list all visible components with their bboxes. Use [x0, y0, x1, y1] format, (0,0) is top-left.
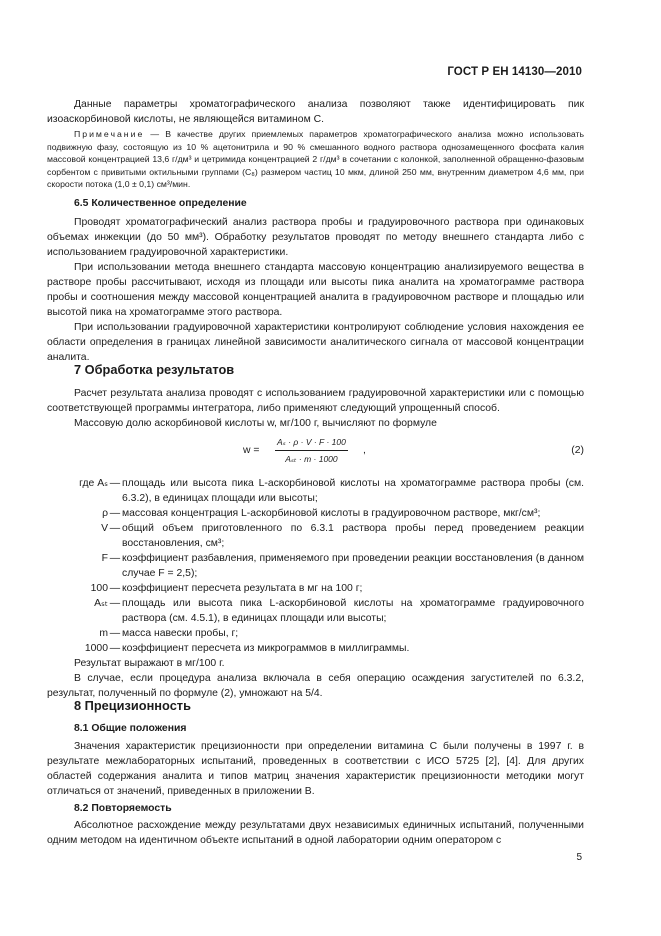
where-list — [47, 476, 584, 701]
section-6-5 — [47, 196, 584, 365]
section-7-p4: В случае, если процедура анализа включала в себя операцию осаждения загустителей по 6.3.2, результат, полученный по формуле (2), умножают на 5/4. — [47, 673, 584, 699]
where-symbol: V — [101, 523, 108, 534]
section-6-5-p1: Проводят хроматографический анализ раствора пробы и градуировочного раствора при одинаковых объемах инжекции (до 50 мм³). Обработку результатов проводят по методу внешнего стандарта либо с использованием градуировочной характеристики. — [47, 217, 584, 258]
section-7-title: 7 Обработка результатов — [74, 362, 235, 377]
where-description: общий объем приготовленного по 6.3.1 раствора пробы перед проведением реакции восстановления, см³; — [122, 523, 584, 549]
section-6-5-title: 6.5 Количественное определение — [74, 198, 247, 209]
section-8-1-text: Значения характеристик прецизионности при определении витамина С были получены в 1997 г. в результате межлабораторных испытаний, проведенных в соответствии с ИСО 5725 [2], [4]. Для других областей содержания аналита и типов матриц значения характеристик прецизионности методики могут отличаться от значений, приведенных в приложении В. — [47, 741, 584, 797]
where-symbol: m — [99, 628, 108, 639]
note-paragraph — [47, 128, 584, 191]
formula-number: (2) — [571, 445, 584, 456]
where-item: Aₛₜ — площадь или высота пика L-аскорбиновой кислоты на хроматограмме градуировочного раствора (см. 4.5.1), в единицах площади или высоты; — [47, 596, 584, 626]
where-symbol: Aₛₜ — [94, 598, 108, 609]
intro-text: Данные параметры хроматографического анализа позволяют также идентифицировать пик изоаскорбиновой кислоты, не являющейся витамином С. — [47, 99, 584, 125]
note-text: — В качестве других приемлемых параметров хроматографического анализа можно использовать подвижную фазу, состоящую из 10 % ацетонитрила и 90 % смешанного водного раствора однозамещенного фосфата калия массовой концентрацией 13,6 г/дм³ и цетримида концентрацией 2 г/дм³ в сочетании с колонкой, заполненной обращенно-фазовым сорбентом с привитыми октильными группами (C₈) размером частиц 10 мкм, длиной 250 мм, внутренним диаметром 4,6 мм, при скорости потока (1,0 ± 0,1) см³/мин. — [47, 129, 584, 190]
note-block — [47, 128, 584, 191]
where-description: массовая концентрация L-аскорбиновой кислоты в градуировочном растворе, мкг/см³; — [122, 508, 541, 519]
formula-fraction — [275, 437, 348, 465]
where-description: коэффициент разбавления, применяемого при проведении реакции восстановления (в данном случае F = 2,5); — [122, 553, 584, 579]
note-label: Примечание — [74, 129, 145, 139]
where-description: коэффициент пересчета результата в мг на 100 г; — [122, 583, 363, 594]
section-8-2-title: 8.2 Повторяемость — [74, 803, 172, 814]
where-description: коэффициент пересчета из микрограммов в миллиграммы. — [122, 643, 410, 654]
section-7-p3: Результат выражают в мг/100 г. — [74, 658, 225, 669]
where-item: 100 — коэффициент пересчета результата в мг на 100 г; — [47, 581, 584, 596]
section-8 — [47, 698, 584, 848]
where-symbol: F — [101, 553, 108, 564]
section-8-title: 8 Прецизионность — [74, 698, 191, 713]
section-6-5-p3: При использовании градуировочной характеристики контролируют соблюдение условия нахождения ее области определения в границах линейной зависимости аналитического сигнала от массовой концентрации аналита. — [47, 322, 584, 363]
formula-lhs: w = — [243, 445, 260, 456]
formula-denominator: Aₛₜ · m · 1000 — [285, 454, 338, 464]
where-description: площадь или высота пика L-аскорбиновой кислоты на хроматограмме раствора пробы (см. 6.3.2), в единицах площади или высоты; — [122, 478, 584, 504]
formula-comma: , — [363, 445, 366, 456]
where-item: V — общий объем приготовленного по 6.3.1 раствора пробы перед проведением реакции восстановления, см³; — [47, 521, 584, 551]
where-description: масса навески пробы, г; — [122, 628, 239, 639]
where-symbol: 1000 — [84, 643, 108, 654]
where-symbol: 100 — [90, 583, 108, 594]
where-description: площадь или высота пика L-аскорбиновой кислоты на хроматограмме градуировочного раствора (см. 4.5.1), в единицах площади или высоты; — [122, 598, 584, 624]
where-item: ρ — массовая концентрация L-аскорбиновой кислоты в градуировочном растворе, мкг/см³; — [47, 506, 584, 521]
section-6-5-p2: При использовании метода внешнего стандарта массовую концентрацию анализируемого вещества в растворе пробы рассчитывают, исходя из площади или высоты пика аналита на хроматограмме раствора пробы и соотношения между массовой концентрацией аналита в градуировочном растворе и площадью или высотой пика на хроматограмме этого раствора. — [47, 262, 584, 318]
where-item: где Aₛ — площадь или высота пика L-аскорбиновой кислоты на хроматограмме раствора пробы (см. 6.3.2), в единицах площади или высоты; — [47, 476, 584, 506]
section-7-p2: Массовую долю аскорбиновой кислоты w, мг/100 г, вычисляют по формуле — [74, 418, 437, 429]
intro-paragraph — [47, 97, 584, 127]
section-7-p1: Расчет результата анализа проводят с использованием градуировочной характеристики или с помощью соответствующей программы интегратора, либо применяют следующий упрощенный способ. — [47, 388, 584, 414]
formula-2 — [47, 437, 584, 467]
section-8-1-title: 8.1 Общие положения — [74, 723, 187, 734]
standard-number: ГОСТ Р ЕН 14130—2010 — [447, 66, 582, 78]
page-number: 5 — [576, 852, 582, 863]
where-item: F — коэффициент разбавления, применяемого при проведении реакции восстановления (в данном случае F = 2,5); — [47, 551, 584, 581]
section-7 — [47, 362, 584, 431]
formula-numerator: Aₛ · ρ · V · F · 100 — [275, 437, 348, 451]
where-symbol: где Aₛ — [79, 478, 108, 489]
where-item: 1000 — коэффициент пересчета из микрограммов в миллиграммы. — [47, 641, 584, 656]
where-item: m — масса навески пробы, г; — [47, 626, 584, 641]
section-8-2-text: Абсолютное расхождение между результатами двух независимых единичных испытаний, полученными одним методом на идентичном объекте испытаний в одной лаборатории одним оператором с — [47, 820, 584, 846]
where-symbol: ρ — [102, 508, 108, 519]
